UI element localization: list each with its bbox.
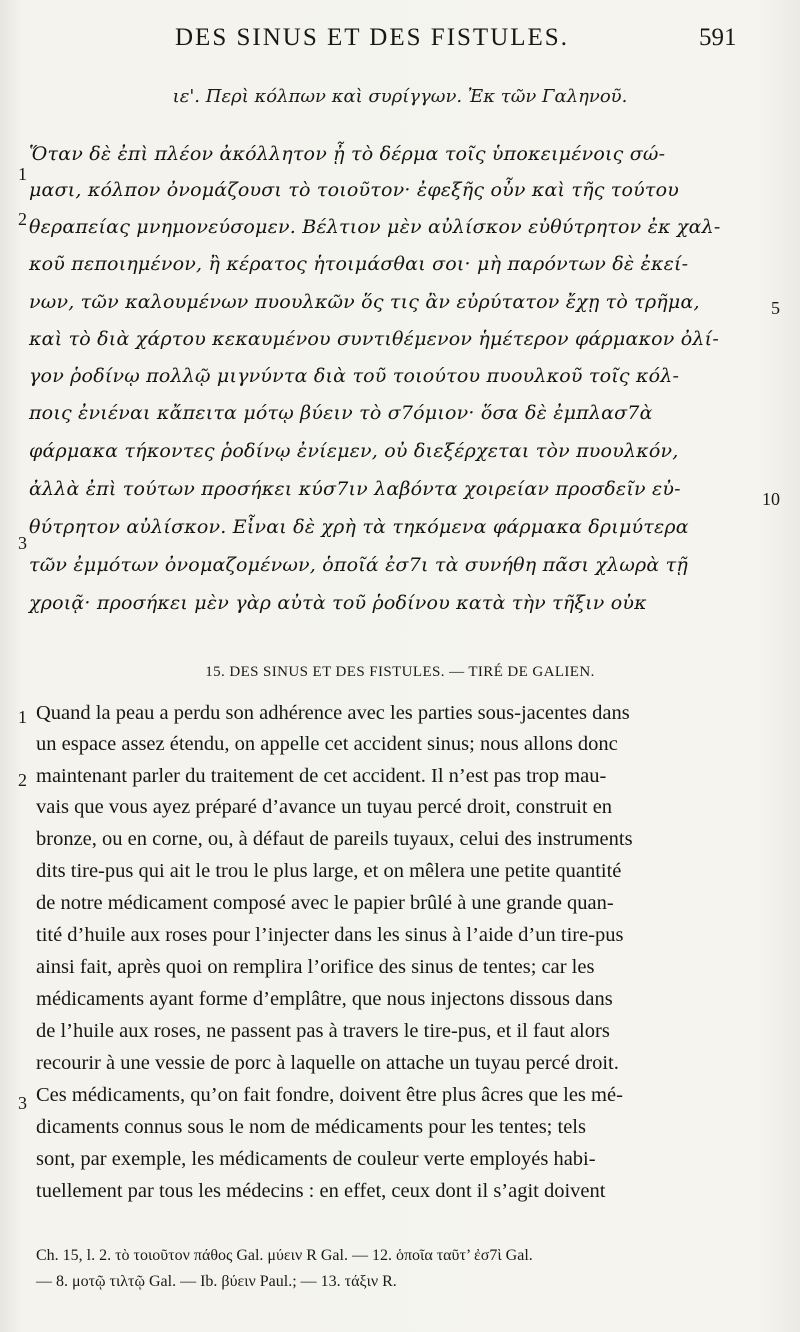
greek-text-line: ποις ἐνιέναι κἄπειτα μότῳ βύειν τὸ σ7όμιον· ὅσα δὲ ἐμπλασ7ὰ xyxy=(29,402,653,424)
greek-text-line: γον ῥοδίνῳ πολλῷ μιγνύντα διὰ τοῦ τοιούτου πυουλκοῦ τοῖς κόλ- xyxy=(29,365,680,387)
french-text-line: maintenant parler du traitement de cet accident. Il n’est pas trop mau- xyxy=(36,765,607,787)
greek-text-line: μασι, κόλπον ὀνομάζουσι τὸ τοιοῦτον· ἐφεξῆς οὖν καὶ τῆς τούτου xyxy=(29,179,680,201)
french-text-line: recourir à une vessie de porc à laquelle on attache un tuyau percé droit. xyxy=(36,1052,619,1074)
greek-text-line: ἀλλὰ ἐπὶ τούτων προσήκει κύσ7ιν λαβόντα χοιρείαν προσδεῖν εὐ- xyxy=(29,478,681,500)
running-head xyxy=(0,18,800,58)
french-margin-number: 3 xyxy=(18,1093,27,1113)
french-text-line: sont, par exemple, les médicaments de couleur verte employés habi- xyxy=(36,1148,596,1170)
french-text-line: vais que vous ayez préparé d’avance un tuyau percé droit, construit en xyxy=(36,796,613,818)
french-text-line: de notre médicament composé avec le papier brûlé à une grande quan- xyxy=(36,892,614,914)
greek-text-line: νων, τῶν καλουμένων πυουλκῶν ὅς τις ἂν εὐρύτατον ἔχῃ τὸ τρῆμα, xyxy=(29,291,700,313)
greek-text-line: καὶ τὸ διὰ χάρτου κεκαυμένου συντιθέμενον ἡμέτερον φάρμακον ὀλί- xyxy=(29,328,719,350)
line-number: 5 xyxy=(771,298,780,318)
critical-apparatus-line: — 8. μοτῷ τιλτῷ Gal. — Ib. βύειν Paul.; — 13. τάξιν R. xyxy=(36,1273,397,1290)
greek-text-line: Ὅταν δὲ ἐπὶ πλέον ἀκόλλητον ᾖ τὸ δέρμα τοῖς ὑποκειμένοις σώ- xyxy=(29,143,666,165)
french-text-line: Quand la peau a perdu son adhérence avec les parties sous-jacentes dans xyxy=(36,702,630,724)
greek-text-line: θύτρητον αὐλίσκον. Εἶναι δὲ χρὴ τὰ τηκόμενα φάρμακα δριμύτερα xyxy=(29,516,689,538)
greek-text-line: θεραπείας μνημονεύσομεν. Βέλτιον μὲν αὐλίσκον εὐθύτρητον ἐκ χαλ- xyxy=(29,216,721,238)
french-text-line: un espace assez étendu, on appelle cet accident sinus; nous allons donc xyxy=(36,733,618,755)
french-text-line: tuellement par tous les médecins : en effet, ceux dont il s’agit doivent xyxy=(36,1180,606,1202)
critical-apparatus-line: Ch. 15, l. 2. τὸ τοιοῦτον πάθος Gal. μύειν R Gal. — 12. ὁποῖα ταῦτ’ ἐσ7ὶ Gal. xyxy=(36,1247,533,1264)
french-margin-number: 2 xyxy=(18,770,27,790)
french-margin-number: 1 xyxy=(18,707,27,727)
greek-text-line: τῶν ἐμμότων ὀνομαζομένων, ὁποῖά ἐσ7ι τὰ συνήθη πᾶσι χλωρὰ τῇ xyxy=(29,554,688,576)
french-text-line: tité d’huile aux roses pour l’injecter dans les sinus à l’aide d’un tire-pus xyxy=(36,924,624,946)
page-number: 591 xyxy=(699,24,737,51)
french-text-line: dicaments connus sous le nom de médicaments pour les tentes; tels xyxy=(36,1116,586,1138)
french-text-line: bronze, ou en corne, ou, à défaut de pareils tuyaux, celui des instruments xyxy=(36,828,633,850)
french-text-line: de l’huile aux roses, ne passent pas à travers le tire-pus, et il faut alors xyxy=(36,1020,610,1042)
running-title: DES SINUS ET DES FISTULES. xyxy=(175,24,569,51)
greek-section-heading: ιε'. Περὶ κόλπων καὶ συρίγγων. Ἐκ τῶν Γαληνοῦ. xyxy=(172,86,628,107)
greek-margin-number: 3 xyxy=(18,533,27,553)
greek-margin-number: 1 xyxy=(18,164,27,184)
greek-text-line: κοῦ πεποιημένον, ἢ κέρατος ἡτοιμάσθαι σοι· μὴ παρόντων δὲ ἐκεί- xyxy=(29,253,689,275)
french-text-line: Ces médicaments, qu’on fait fondre, doivent être plus âcres que les mé- xyxy=(36,1084,623,1106)
french-text-line: médicaments ayant forme d’emplâtre, que nous injectons dissous dans xyxy=(36,988,613,1010)
greek-text-line: φάρμακα τήκοντες ῥοδίνῳ ἐνίεμεν, οὐ διεξέρχεται τὸν πυουλκόν, xyxy=(29,440,679,462)
greek-margin-number: 2 xyxy=(18,209,27,229)
french-section-heading: 15. DES SINUS ET DES FISTULES. — TIRÉ DE GALIEN. xyxy=(205,664,595,680)
french-text-line: ainsi fait, après quoi on remplira l’orifice des sinus de tentes; car les xyxy=(36,956,595,978)
line-number: 10 xyxy=(762,489,780,509)
french-text-line: dits tire-pus qui ait le trou le plus large, et on mêlera une petite quantité xyxy=(36,860,622,882)
greek-text-line: χροιᾷ· προσήκει μὲν γὰρ αὐτὰ τοῦ ῥοδίνου κατὰ τὴν τῆξιν οὐκ xyxy=(29,592,647,614)
